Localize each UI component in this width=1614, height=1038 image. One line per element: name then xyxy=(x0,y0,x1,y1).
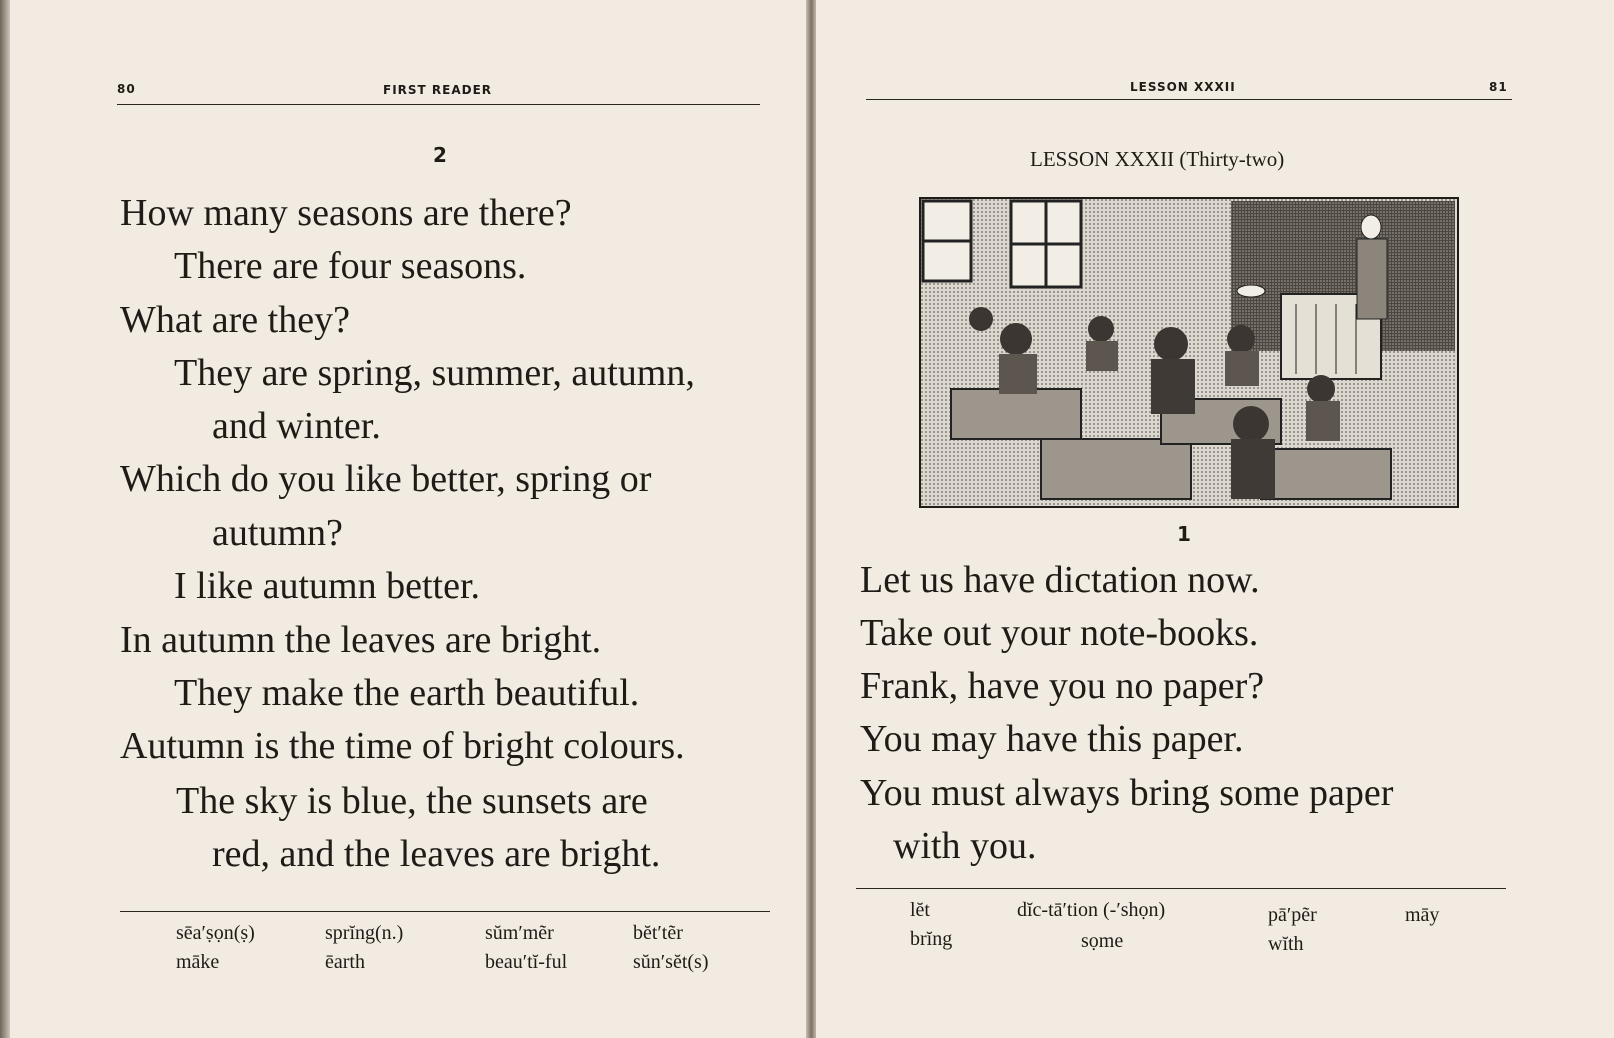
vocab-word: dĭc-tā′tion (-′shọn) xyxy=(1017,899,1166,921)
text-line-9: In autumn the leaves are bright. xyxy=(120,619,602,661)
vocab-word: sọme xyxy=(1081,930,1124,952)
text-line-r4: You may have this paper. xyxy=(860,718,1244,760)
section-number-2: 2 xyxy=(433,143,447,167)
text-line-8: I like autumn better. xyxy=(174,565,481,607)
vocab-word: sŭn′sĕt(s) xyxy=(633,951,709,973)
running-head-right: LESSON XXXII xyxy=(1130,80,1236,94)
vocab-word: lĕt xyxy=(910,899,930,921)
text-line-4: They are spring, summer, autumn, xyxy=(174,352,695,394)
text-line-1: How many seasons are there? xyxy=(120,192,572,234)
section-number-1: 1 xyxy=(1177,522,1191,546)
vocab-word: sprĭng(n.) xyxy=(325,922,404,944)
classroom-illustration xyxy=(919,197,1459,508)
text-line-r2: Take out your note-books. xyxy=(860,612,1259,654)
vocab-rule-left xyxy=(120,911,770,912)
header-rule-left xyxy=(117,104,760,105)
vocab-word: brĭng xyxy=(910,928,953,950)
vocab-word: pā′pẽr xyxy=(1268,904,1317,926)
vocab-word: māke xyxy=(176,951,220,973)
vocab-word: bĕt′tẽr xyxy=(633,922,683,944)
page-number-right: 81 xyxy=(1489,80,1508,94)
vocab-word: ēarth xyxy=(325,951,365,973)
text-line-2: There are four seasons. xyxy=(174,245,527,287)
vocab-rule-right xyxy=(856,888,1506,889)
page-number-left: 80 xyxy=(117,82,136,96)
header-rule-right xyxy=(866,99,1512,100)
text-line-r5: You must always bring some paper xyxy=(860,772,1394,814)
lesson-title: LESSON XXXII (Thirty-two) xyxy=(1030,147,1285,171)
text-line-13: red, and the leaves are bright. xyxy=(212,833,661,875)
text-line-3: What are they? xyxy=(120,299,350,341)
text-line-r1: Let us have dictation now. xyxy=(860,559,1260,601)
text-line-11: Autumn is the time of bright colours. xyxy=(120,725,685,767)
text-line-6: Which do you like better, spring or xyxy=(120,458,652,500)
text-line-10: They make the earth beautiful. xyxy=(174,672,640,714)
text-line-r3: Frank, have you no paper? xyxy=(860,665,1265,707)
vocab-word: wĭth xyxy=(1268,933,1304,955)
running-head-left: FIRST READER xyxy=(383,83,493,97)
text-line-7: autumn? xyxy=(212,512,343,554)
vocab-word: sŭm′mẽr xyxy=(485,922,554,944)
text-line-r6: with you. xyxy=(893,825,1037,867)
vocab-word: māy xyxy=(1405,904,1440,926)
page-edge xyxy=(0,0,10,1038)
text-line-12: The sky is blue, the sunsets are xyxy=(176,780,648,822)
vocab-word: sēa′ṣọn(ṣ) xyxy=(176,922,255,944)
vocab-word: beau′tĭ-ful xyxy=(485,951,568,973)
text-line-5: and winter. xyxy=(212,405,381,447)
